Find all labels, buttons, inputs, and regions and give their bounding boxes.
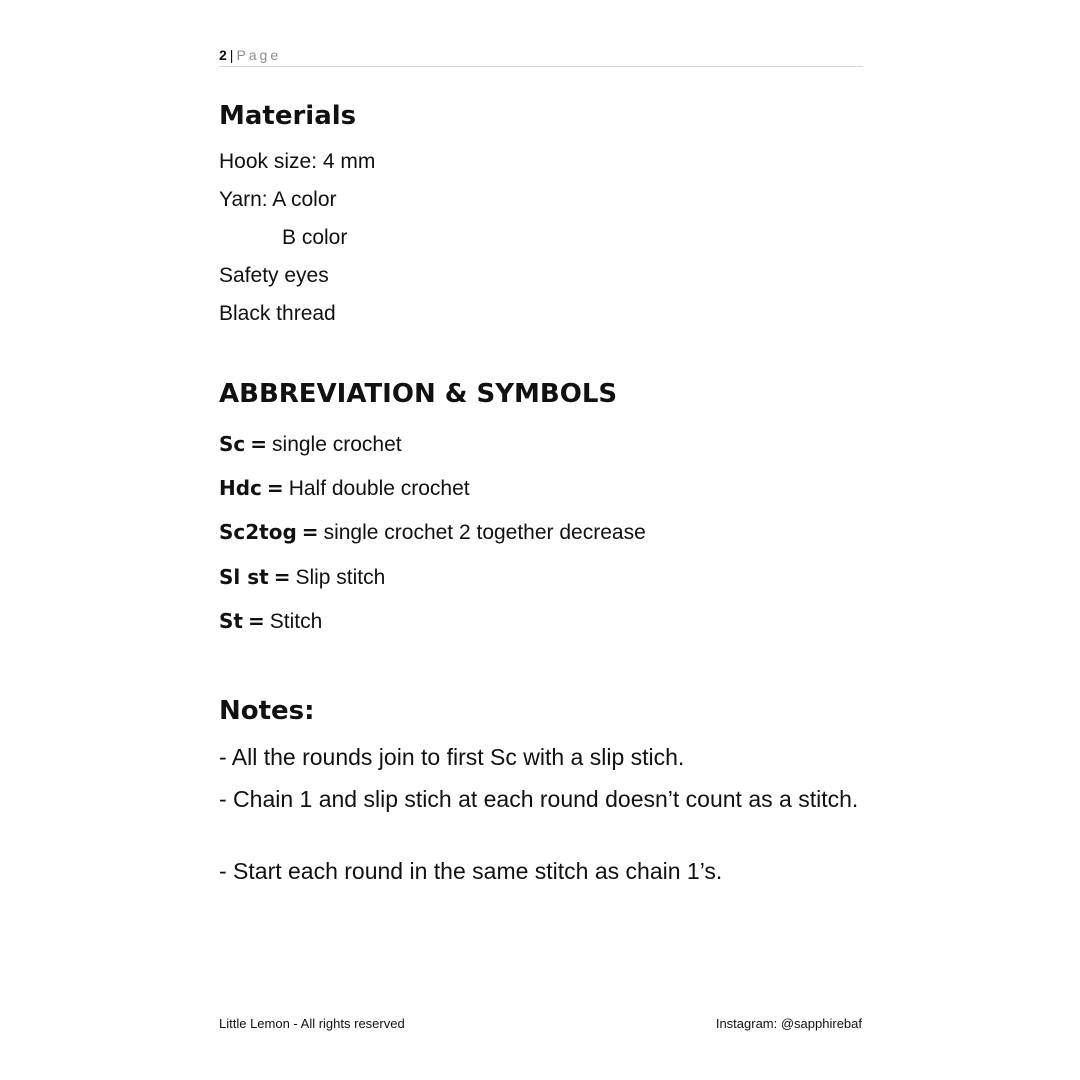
abbreviation-term: Hdc <box>219 476 262 500</box>
material-yarn-a: Yarn: A color <box>219 188 337 211</box>
abbreviation-row <box>219 432 402 457</box>
page-separator: | <box>229 47 234 63</box>
material-yarn-b: B color <box>282 226 348 249</box>
abbreviations-title: ABBREVIATION & SYMBOLS <box>219 379 618 409</box>
abbreviation-definition: Half double crochet <box>288 477 470 500</box>
abbreviation-definition: Stitch <box>269 610 323 633</box>
note-item: - All the rounds join to first Sc with a slip stich. <box>219 744 685 770</box>
note-item: - Chain 1 and slip stich at each round doesn’t count as a stitch. <box>219 786 859 812</box>
page-header <box>219 46 863 67</box>
abbreviation-definition: Slip stitch <box>295 566 386 589</box>
abbreviation-term: St <box>219 609 243 633</box>
page-label: Page <box>236 47 282 63</box>
abbreviation-row <box>219 520 646 545</box>
abbreviation-definition: single crochet <box>272 433 402 456</box>
footer-instagram: Instagram: @sapphirebaf <box>715 1016 862 1031</box>
material-hook-size: Hook size: 4 mm <box>219 150 376 173</box>
equals-sign: = <box>273 565 291 589</box>
page-number: 2 <box>219 47 227 63</box>
notes-title: Notes: <box>219 696 315 726</box>
footer-copyright: Little Lemon - All rights reserved <box>219 1016 405 1031</box>
abbreviation-definition: single crochet 2 together decrease <box>323 521 646 544</box>
abbreviation-term: Sc <box>219 432 246 456</box>
abbreviation-row <box>219 609 322 634</box>
abbreviation-row <box>219 565 385 590</box>
equals-sign: = <box>250 432 268 456</box>
note-item: - Start each round in the same stitch as chain 1’s. <box>219 858 723 884</box>
material-safety-eyes: Safety eyes <box>219 264 329 287</box>
equals-sign: = <box>266 476 284 500</box>
abbreviation-term: Sc2tog <box>219 520 297 544</box>
material-black-thread: Black thread <box>219 302 336 325</box>
abbreviation-row <box>219 476 470 501</box>
equals-sign: = <box>247 609 265 633</box>
materials-title: Materials <box>219 101 357 131</box>
equals-sign: = <box>301 520 319 544</box>
abbreviation-term: Sl st <box>219 565 269 589</box>
